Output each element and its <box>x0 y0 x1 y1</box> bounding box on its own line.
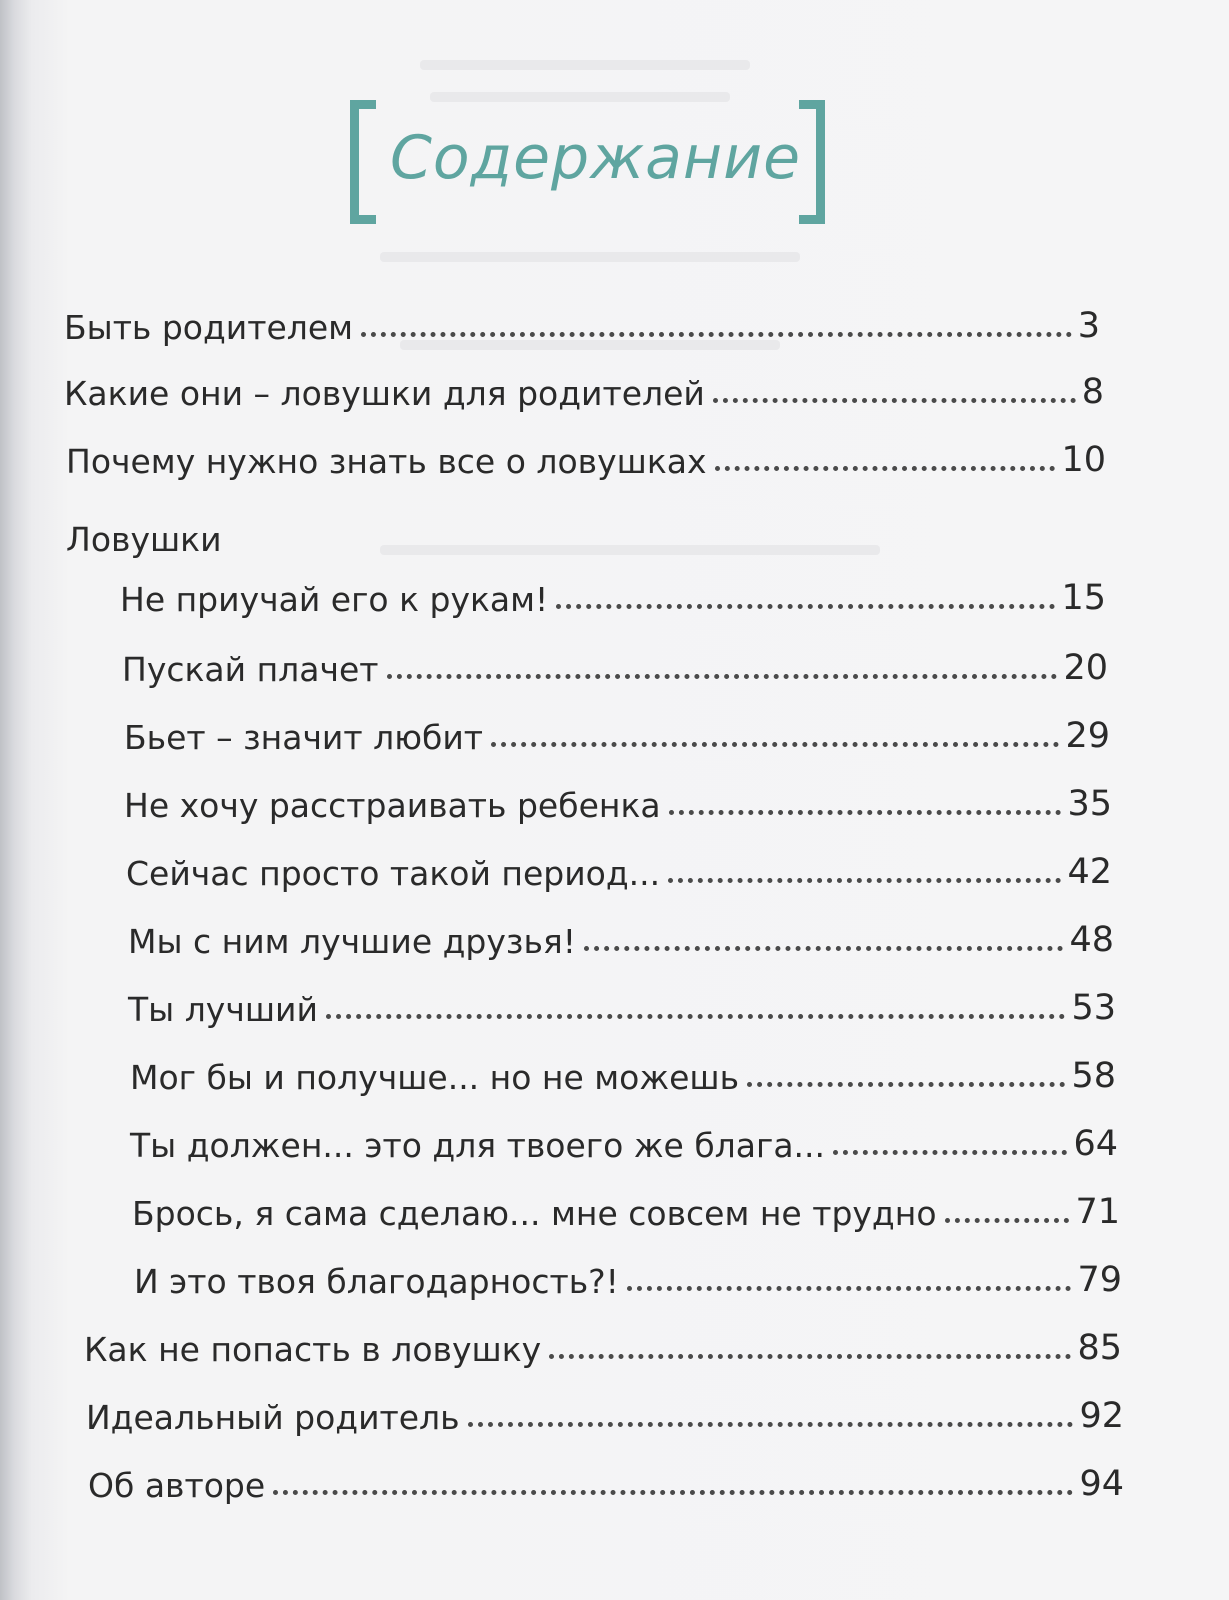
toc-entry-page: 42 <box>1067 852 1112 892</box>
toc-entry[interactable] <box>124 708 1110 757</box>
dot-leader <box>945 1217 1070 1223</box>
toc-entry[interactable] <box>134 1252 1122 1301</box>
dot-leader <box>387 673 1058 679</box>
toc-entry-label: Брось, я сама сделаю... мне совсем не трудно <box>132 1194 937 1233</box>
toc-entry-page: 58 <box>1071 1056 1116 1096</box>
toc-entry[interactable] <box>124 776 1112 825</box>
toc-entry-label: Ты лучший <box>128 990 318 1029</box>
dot-leader <box>556 603 1055 609</box>
toc-entry[interactable] <box>126 844 1112 893</box>
dot-leader <box>747 1081 1065 1087</box>
dot-leader <box>715 465 1056 471</box>
toc-entry[interactable] <box>66 432 1106 481</box>
toc-entry-page: 85 <box>1077 1328 1122 1368</box>
toc-entry-page: 64 <box>1073 1124 1118 1164</box>
toc-entry-label: Какие они – ловушки для родителей <box>64 374 705 413</box>
dot-leader <box>627 1285 1072 1291</box>
toc-entry-page: 8 <box>1081 372 1104 412</box>
toc-entry[interactable] <box>120 570 1106 619</box>
contents-title: Содержание <box>390 123 802 193</box>
toc-entry-page: 3 <box>1077 306 1100 346</box>
toc-entry-page: 71 <box>1075 1192 1120 1232</box>
toc-entry-page: 94 <box>1079 1464 1124 1504</box>
toc-entry-page: 92 <box>1079 1396 1124 1436</box>
dot-leader <box>468 1421 1074 1427</box>
toc-entry-label: Быть родителем <box>64 308 354 347</box>
toc-entry-label: Мы с ним лучшие друзья! <box>128 922 576 961</box>
toc-entry[interactable] <box>86 1388 1124 1437</box>
toc-entry-page: 10 <box>1061 440 1106 480</box>
toc-entry-page: 35 <box>1067 784 1112 824</box>
dot-leader <box>326 1013 1066 1019</box>
dot-leader <box>584 945 1063 951</box>
toc-entry[interactable] <box>132 1184 1120 1233</box>
dot-leader <box>491 741 1059 747</box>
toc-entry[interactable] <box>64 364 1104 413</box>
toc-entry-page: 48 <box>1069 920 1114 960</box>
dot-leader <box>273 1489 1073 1495</box>
dot-leader <box>361 331 1072 337</box>
toc-entry-label: Ты должен... это для твоего же блага... <box>130 1126 826 1165</box>
toc-entry-label: Не хочу расстраивать ребенка <box>124 786 661 825</box>
toc-entry-page: 79 <box>1077 1260 1122 1300</box>
toc-entry[interactable] <box>130 1048 1116 1097</box>
toc-entry[interactable] <box>130 1116 1118 1165</box>
toc-entry-label: Мог бы и получше... но не можешь <box>130 1058 740 1097</box>
toc-entry-label: Как не попасть в ловушку <box>84 1330 542 1369</box>
dot-leader <box>549 1353 1071 1359</box>
section-heading-traps: Ловушки <box>66 520 222 559</box>
toc-entry-page: 15 <box>1061 578 1106 618</box>
toc-entry-label: И это твоя благодарность?! <box>134 1262 619 1301</box>
toc-entry-label: Бьет – значит любит <box>124 718 483 757</box>
toc-entry[interactable] <box>84 1320 1122 1369</box>
toc-entry-label: Не приучай его к рукам! <box>120 580 549 619</box>
toc-entry-page: 20 <box>1063 648 1108 688</box>
toc-entry[interactable] <box>122 640 1108 689</box>
dot-leader <box>669 809 1062 815</box>
toc-entry[interactable] <box>88 1456 1124 1505</box>
toc-entry-page: 53 <box>1071 988 1116 1028</box>
toc-entry-label: Почему нужно знать все о ловушках <box>66 442 707 481</box>
toc-entry-label: Пускай плачет <box>122 650 379 689</box>
dot-leader <box>668 877 1061 883</box>
toc-entry[interactable] <box>128 912 1114 961</box>
dot-leader <box>713 397 1076 403</box>
toc-entry-label: Об авторе <box>88 1466 266 1505</box>
toc-entry[interactable] <box>64 298 1100 347</box>
toc-entry[interactable] <box>128 980 1116 1029</box>
toc-entry-label: Сейчас просто такой период... <box>126 854 661 893</box>
toc-entry-label: Идеальный родитель <box>86 1398 460 1437</box>
dot-leader <box>833 1149 1067 1155</box>
toc-entry-page: 29 <box>1065 716 1110 756</box>
